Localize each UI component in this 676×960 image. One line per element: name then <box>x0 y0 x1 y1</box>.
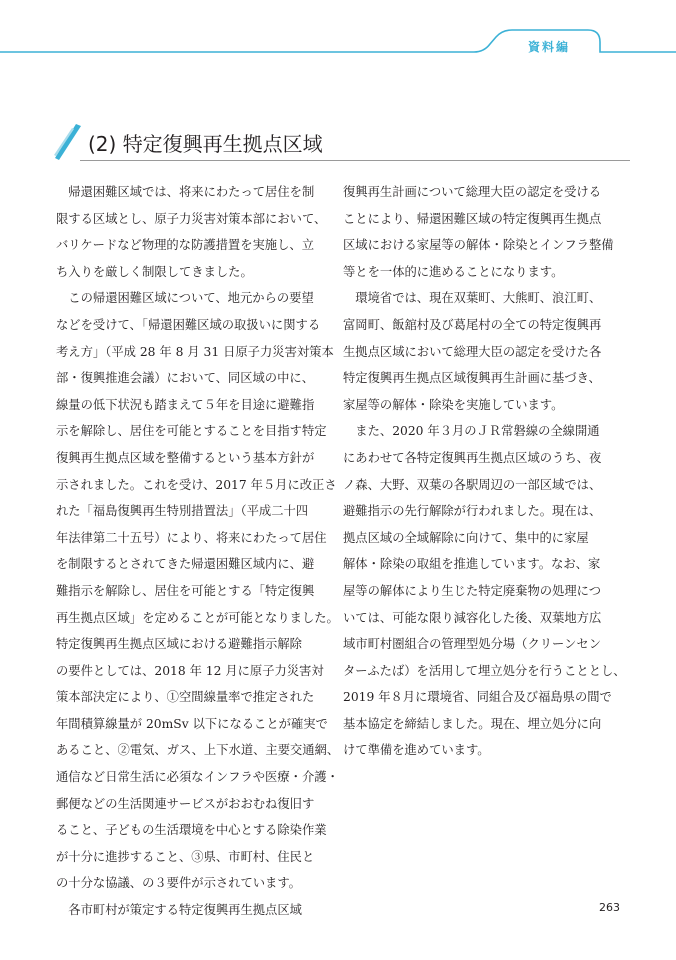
section-label: 資料編 <box>527 40 570 54</box>
body-text-line: ノ森、大野、双葉の各駅周辺の一部区域では、 <box>343 477 602 492</box>
body-text-line: が十分に進捗すること、③県、市町村、住民と <box>56 849 315 864</box>
body-text-line: 考え方」（平成 28 年 8 月 31 日原子力災害対策本 <box>56 344 334 359</box>
body-text-line: の十分な協議、の３要件が示されています。 <box>56 876 301 891</box>
body-text-line: 家屋等の解体・除染を実施しています。 <box>343 397 564 412</box>
body-text-line: 郵便などの生活関連サービスがおおむね復旧す <box>56 796 315 811</box>
title-divider <box>80 160 630 161</box>
body-text-line: いては、可能な限り減容化した後、双葉地方広 <box>343 610 602 625</box>
body-text-line: ターふたば）を活用して埋立処分を行うこととし、 <box>343 663 626 678</box>
body-text-line: 難指示を解除し、居住を可能とする「特定復興 <box>56 583 315 598</box>
body-text-line: 2019 年８月に環境省、同組合及び福島県の間で <box>343 690 612 705</box>
body-text-line: 示されました。これを受け、2017 年５月に改正さ <box>56 477 337 492</box>
body-text-line: ち入りを厳しく制限してきました。 <box>56 264 253 279</box>
left-column <box>56 179 340 924</box>
body-text-line: などを受けて、「帰還困難区域の取扱いに関する <box>56 317 321 332</box>
body-text-line: の要件としては、2018 年 12 月に原子力災害対 <box>56 663 324 678</box>
header-tab-line <box>0 0 676 70</box>
body-text-line: 解体・除染の取組を推進しています。なお、家 <box>343 557 601 572</box>
body-text-line: ること、子どもの生活環境を中心とする除染作業 <box>56 823 327 838</box>
body-text-line: 区域における家屋等の解体・除染とインフラ整備 <box>343 238 614 253</box>
body-text-line: 通信など日常生活に必須なインフラや医療・介護・ <box>56 770 339 785</box>
body-text-line: バリケードなど物理的な防護措置を実施し、立 <box>56 238 314 253</box>
pen-stroke-icon <box>52 122 84 162</box>
body-text-line: 限する区域とし、原子力災害対策本部において、 <box>56 211 327 226</box>
body-text-line: 避難指示の先行解除が行われました。現在は、 <box>343 504 602 519</box>
body-text-line: 再生拠点区域」を定めることが可能となりました。 <box>56 610 339 625</box>
body-text-line: 生拠点区域において総理大臣の認定を受けた各 <box>343 344 602 359</box>
body-text-line: あること、②電気、ガス、上下水道、主要交通網、 <box>56 743 340 758</box>
body-text-line: 線量の低下状況も踏まえて５年を目途に避難指 <box>56 397 315 412</box>
body-text-line: けて準備を進めています。 <box>343 743 490 758</box>
body-text-line: 域市町村圏組合の管理型処分場（クリーンセン <box>343 637 601 652</box>
body-text-line: 帰還困難区域では、将来にわたって居住を制 <box>56 185 315 199</box>
page-number: 263 <box>599 901 620 914</box>
body-text-line: れた「福島復興再生特別措置法」（平成二十四 <box>56 504 309 519</box>
body-text-line: 屋等の解体により生じた特定廃棄物の処理につ <box>343 583 601 598</box>
body-text-line: ことにより、帰還困難区域の特定復興再生拠点 <box>343 211 602 226</box>
body-text-line: 等とを一体的に進めることになります。 <box>343 264 564 279</box>
body-text-line: 特定復興再生拠点区域復興再生計画に基づき、 <box>343 371 601 386</box>
body-text-line: 示を解除し、居住を可能とすることを目指す特定 <box>56 424 327 439</box>
body-text-line: 復興再生計画について総理大臣の認定を受ける <box>343 185 601 199</box>
body-text-line: また、2020 年３月のＪＲ常磐線の全線開通 <box>343 424 600 439</box>
body-text-line: 各市町村が策定する特定復興再生拠点区域 <box>56 903 302 918</box>
body-text-line: を制限するとされてきた帰還困難区域内に、避 <box>56 557 315 572</box>
body-text-line: にあわせて各特定復興再生拠点区域のうち、夜 <box>343 450 602 465</box>
body-text-line: 特定復興再生拠点区域における避難指示解除 <box>56 637 302 652</box>
body-text-line: 富岡町、飯舘村及び葛尾村の全ての特定復興再 <box>343 317 602 332</box>
body-text-line: 部・復興推進会議）において、同区域の中に、 <box>56 371 314 386</box>
body-text-line: 拠点区域の全域解除に向けて、集中的に家屋 <box>343 530 589 545</box>
body-text-line: 策本部決定により、①空間線量率で推定された <box>56 690 315 705</box>
body-text-line: この帰還困難区域について、地元からの要望 <box>56 291 314 306</box>
body-text-line: 環境省では、現在双葉町、大熊町、浪江町、 <box>343 291 602 306</box>
page-title: (2) 特定復興再生拠点区域 <box>88 132 323 156</box>
body-text-line: 基本協定を締結しました。現在、埋立処分に向 <box>343 716 602 731</box>
right-column <box>343 179 626 764</box>
body-text-line: 復興再生拠点区域を整備するという基本方針が <box>56 450 315 465</box>
body-text-line: 年法律第二十五号）により、将来にわたって居住 <box>56 530 327 545</box>
body-text-line: 年間積算線量が 20mSv 以下になることが確実で <box>56 716 328 731</box>
